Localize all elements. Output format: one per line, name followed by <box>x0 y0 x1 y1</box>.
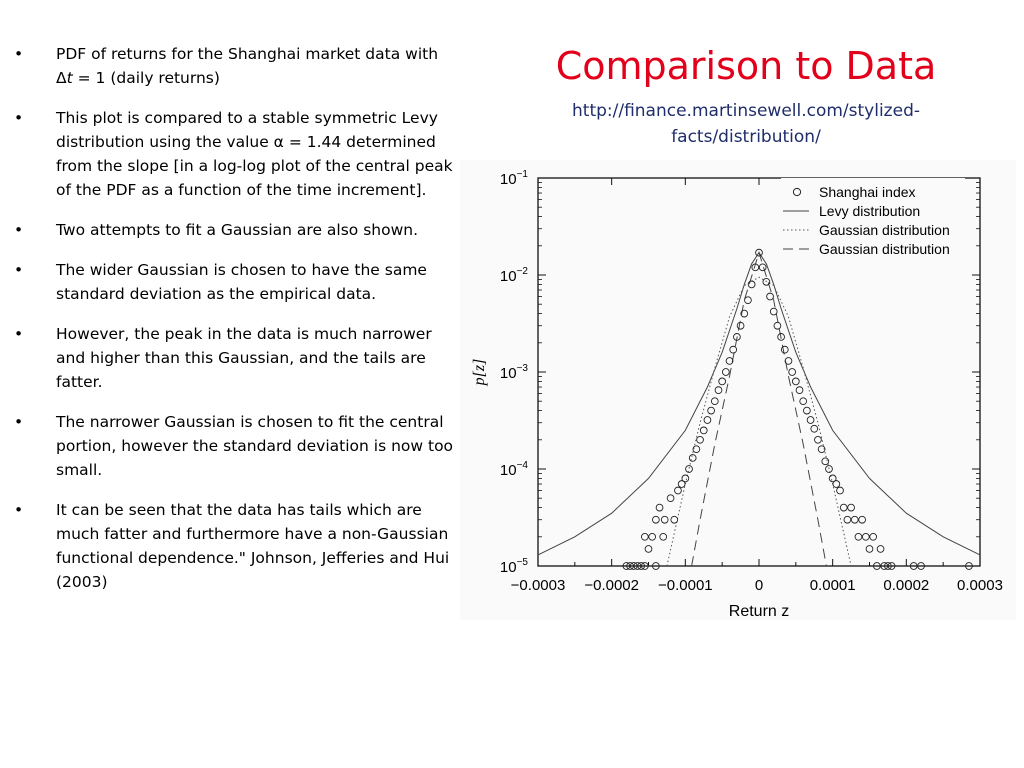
x-tick-label: 0.0003 <box>957 577 1003 594</box>
y-tick-label: $10^{-4}$ <box>499 460 528 479</box>
bullet-text: The narrower Gaussian is chosen to fit the central portion, however the standard deviation is now too small. <box>56 413 454 479</box>
bullet-marker: • <box>14 261 24 279</box>
bullet-marker: • <box>14 325 24 343</box>
bullet-list <box>14 42 454 610</box>
bullet-item <box>14 258 454 306</box>
x-tick-label: 0 <box>754 577 764 594</box>
bullet-marker: • <box>14 501 24 519</box>
bullet-text: = 1 (daily returns) <box>72 69 220 87</box>
y-tick-label: $10^{-3}$ <box>499 363 528 382</box>
bullet-text: Two attempts to fit a Gaussian are also shown. <box>56 221 419 239</box>
bullet-marker: • <box>14 413 24 431</box>
source-url[interactable]: http://finance.martinsewell.com/stylized-facts/distribution/ <box>572 101 920 147</box>
legend-label: Shanghai index <box>819 184 916 200</box>
bullet-item <box>14 218 454 242</box>
slide-title: Comparison to Data <box>555 44 937 88</box>
y-tick-label: $10^{-2}$ <box>499 266 528 285</box>
legend-label: Levy distribution <box>819 203 921 219</box>
y-axis-label: p[z] <box>471 358 488 386</box>
bullet-item <box>14 42 454 90</box>
bullet-marker: • <box>14 45 24 63</box>
bullet-item <box>14 498 454 594</box>
x-axis-label: Return z <box>728 603 790 620</box>
legend-label: Gaussian distribution <box>819 222 950 238</box>
bullet-text: However, the peak in the data is much narrower and higher than this Gaussian, and the tails are fatter. <box>56 325 432 391</box>
bullet-text: PDF of returns for the Shanghai market data with Δ <box>56 45 439 87</box>
bullet-text: t <box>66 69 73 87</box>
x-tick-label: −0.0001 <box>658 577 713 594</box>
bullet-item <box>14 322 454 394</box>
bullet-text: The wider Gaussian is chosen to have the same standard deviation as the empirical data. <box>56 261 427 303</box>
bullet-item <box>14 410 454 482</box>
bullet-item <box>14 106 454 202</box>
bullet-marker: • <box>14 221 24 239</box>
bullet-text: It can be seen that the data has tails which are much fatter and furthermore have a non-Gaussian functional dependence." Johnson, Jefferies and Hui (2003) <box>56 501 450 591</box>
y-tick-label: $10^{-1}$ <box>499 169 528 188</box>
x-tick-label: 0.0001 <box>809 577 856 594</box>
x-tick-label: 0.0002 <box>883 577 930 594</box>
legend-label: Gaussian distribution <box>819 241 950 257</box>
x-tick-label: −0.0003 <box>510 577 566 594</box>
pdf-chart <box>460 160 1016 620</box>
bullet-text: This plot is compared to a stable symmetric Levy distribution using the value α = 1.44 determined from the slope [in a log-log plot of the central peak of the PDF as a function of the time increment]. <box>56 109 453 199</box>
y-tick-label: $10^{-5}$ <box>499 557 528 576</box>
x-tick-label: −0.0002 <box>584 577 639 594</box>
bullet-marker: • <box>14 109 24 127</box>
